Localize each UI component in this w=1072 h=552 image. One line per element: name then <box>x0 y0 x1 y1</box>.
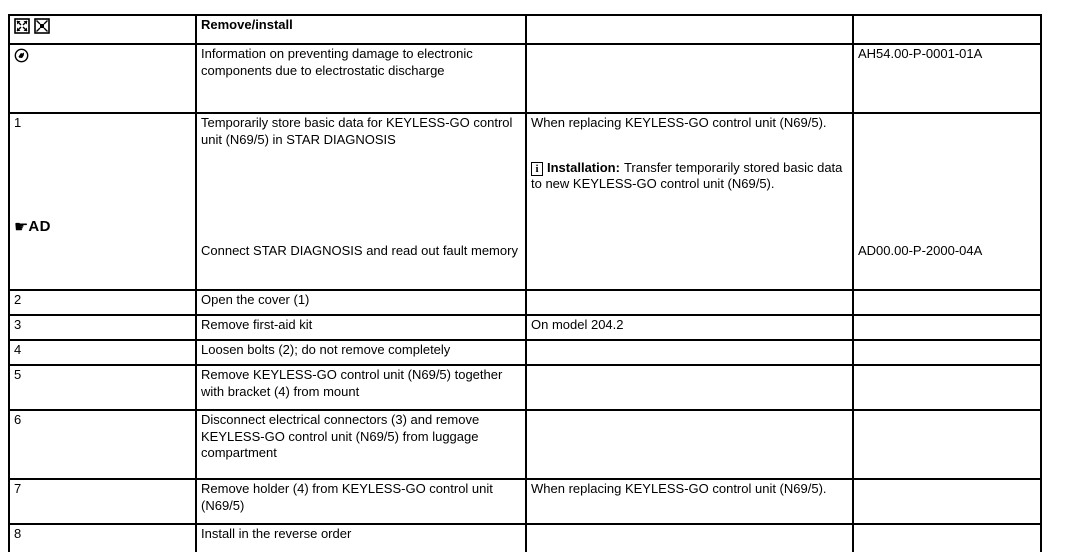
electrostatic-hazard-icon <box>14 46 29 63</box>
table-row <box>9 113 1041 290</box>
cell-note: When replacing KEYLESS-GO control unit (N69/5). <box>526 479 853 524</box>
cell-step <box>9 113 196 290</box>
cell-description: Information on preventing damage to electronic components due to electrostatic discharge <box>196 44 526 113</box>
installation-label: Installation: <box>547 159 620 175</box>
cell-ref <box>853 315 1041 340</box>
table-row <box>9 44 1041 113</box>
cell-step: 6 <box>9 410 196 479</box>
table-row <box>9 524 1041 552</box>
cell-note: On model 204.2 <box>526 315 853 340</box>
graphic-link-icon[interactable] <box>14 18 30 34</box>
cell-step: 3 <box>9 315 196 340</box>
cell-step: 7 <box>9 479 196 524</box>
table-row <box>9 315 1041 340</box>
cell-ref <box>853 410 1041 479</box>
installation-text: Transfer temporarily stored basic data to new KEYLESS-GO control unit (N69/5). <box>531 159 843 191</box>
ref-text: AD00.00-P-2000-04A <box>858 243 983 258</box>
cell-description: Loosen bolts (2); do not remove completely <box>196 340 526 365</box>
step-number: 1 <box>14 115 22 130</box>
info-icon: i <box>531 162 543 176</box>
cell-description: Remove KEYLESS-GO control unit (N69/5) together with bracket (4) from mount <box>196 365 526 410</box>
cell-ref <box>853 365 1041 410</box>
procedure-table <box>8 14 1042 552</box>
description-text-2: Connect STAR DIAGNOSIS and read out fault memory <box>201 243 518 258</box>
cell-ref <box>853 290 1041 315</box>
cell-ref <box>853 479 1041 524</box>
cell-description: Remove holder (4) from KEYLESS-GO control unit (N69/5) <box>196 479 526 524</box>
cell-step: 4 <box>9 340 196 365</box>
cell-ref <box>853 15 1041 44</box>
cell-step: 8 <box>9 524 196 552</box>
cell-step: 2 <box>9 290 196 315</box>
cell-step <box>9 44 196 113</box>
cell-ref <box>853 340 1041 365</box>
cell-ref <box>853 524 1041 552</box>
figure-icon-group <box>14 17 190 34</box>
cell-description <box>196 113 526 290</box>
cell-note <box>526 340 853 365</box>
installation-note <box>531 160 847 193</box>
cell-note <box>526 44 853 113</box>
table-row <box>9 365 1041 410</box>
cell-ref <box>853 113 1041 290</box>
cell-note <box>526 15 853 44</box>
cell-description: Disconnect electrical connectors (3) and remove KEYLESS-GO control unit (N69/5) from luggage compartment <box>196 410 526 479</box>
star-diagnosis-connect-icon <box>14 219 190 236</box>
note-text: When replacing KEYLESS-GO control unit (N69/5). <box>531 115 827 130</box>
table-row <box>9 15 1041 44</box>
ad-label: AD <box>28 218 52 235</box>
table-row <box>9 340 1041 365</box>
cell-ref: AH54.00-P-0001-01A <box>853 44 1041 113</box>
cell-description: Open the cover (1) <box>196 290 526 315</box>
table-row <box>9 410 1041 479</box>
description-text: Temporarily store basic data for KEYLESS-GO control unit (N69/5) in STAR DIAGNOSIS <box>201 115 513 147</box>
cell-description: Remove first-aid kit <box>196 315 526 340</box>
header-title: Remove/install <box>196 15 526 44</box>
cell-description: Install in the reverse order <box>196 524 526 552</box>
cell-note <box>526 113 853 290</box>
cell-note <box>526 365 853 410</box>
graphic-link-icon[interactable] <box>34 18 50 34</box>
cell-step: 5 <box>9 365 196 410</box>
cell-note <box>526 290 853 315</box>
table-row <box>9 479 1041 524</box>
ref-spacer <box>858 115 1035 243</box>
pointing-hand-icon: ☛ <box>14 219 29 236</box>
cell-note <box>526 524 853 552</box>
cell-note <box>526 410 853 479</box>
cell-icons <box>9 15 196 44</box>
table-row <box>9 290 1041 315</box>
